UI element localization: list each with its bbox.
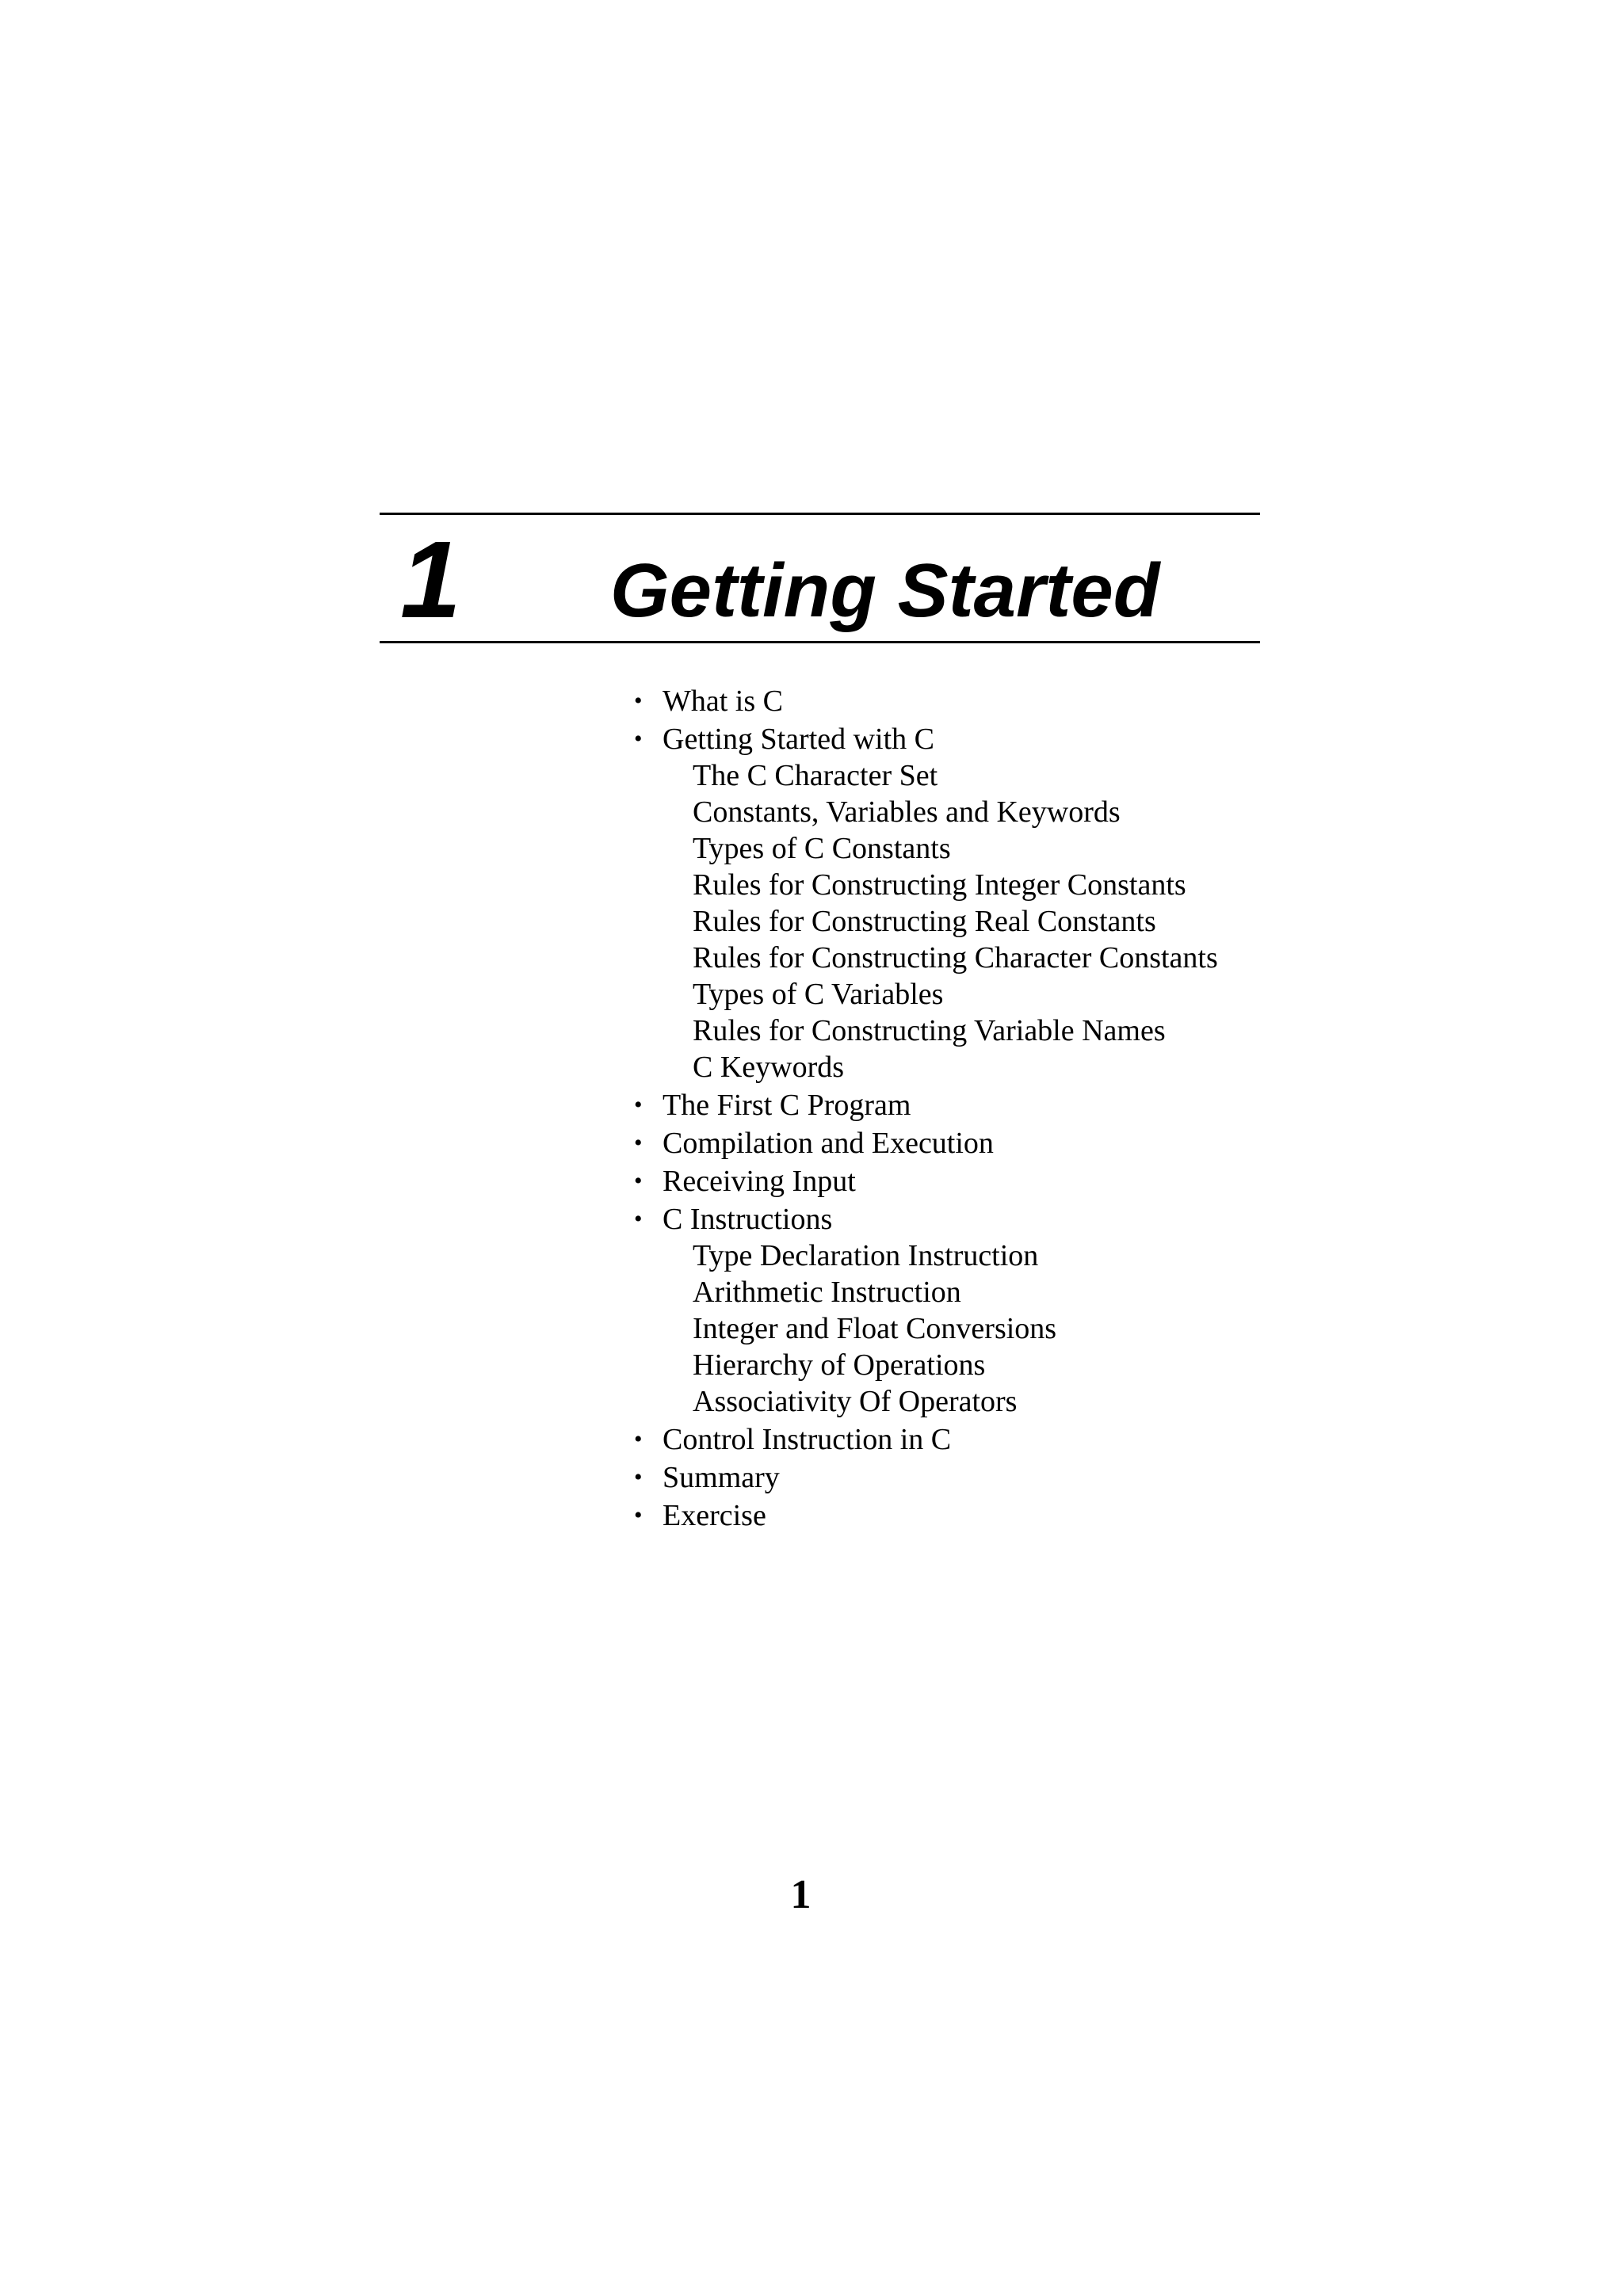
toc-item: [634, 1201, 1218, 1420]
header-rule-bottom: [380, 641, 1260, 643]
toc-subitem: Hierarchy of Operations: [693, 1348, 986, 1382]
toc-item-label: Receiving Input: [663, 1165, 856, 1198]
toc-item-label: Exercise: [663, 1499, 766, 1532]
toc-item-label: Control Instruction in C: [663, 1423, 952, 1456]
toc-subitem: Rules for Constructing Character Constants: [693, 941, 1218, 974]
toc-item: [634, 1421, 1218, 1458]
toc-item: [634, 1087, 1218, 1123]
toc-subitem: Constants, Variables and Keywords: [693, 795, 1121, 829]
toc-item: [634, 1497, 1218, 1534]
chapter-number: 1: [400, 519, 461, 641]
toc-item-label: C Instructions: [663, 1203, 833, 1236]
toc-subitem: Arithmetic Instruction: [693, 1276, 961, 1309]
bullet-icon: •: [634, 1092, 643, 1118]
bullet-icon: •: [634, 1130, 643, 1156]
bullet-icon: •: [634, 1464, 643, 1490]
toc-item: [634, 1459, 1218, 1496]
toc-sublist: [663, 1238, 1218, 1420]
chapter-title: Getting Started: [610, 548, 1160, 633]
toc-subitem: Rules for Constructing Integer Constants: [693, 868, 1186, 902]
toc-item-label: Summary: [663, 1461, 780, 1494]
toc-subitem: Types of C Constants: [693, 832, 951, 865]
toc-item: [634, 721, 1218, 1085]
toc-subitem: Rules for Constructing Real Constants: [693, 905, 1156, 938]
toc-item: [634, 1163, 1218, 1199]
bullet-icon: •: [634, 688, 643, 714]
toc-subitem: Associativity Of Operators: [693, 1385, 1018, 1418]
toc-item-label: What is C: [663, 685, 783, 718]
toc-item: [634, 683, 1218, 719]
toc-subitem: C Keywords: [693, 1051, 845, 1084]
toc-subitem: Integer and Float Conversions: [693, 1312, 1057, 1345]
bullet-icon: •: [634, 1206, 643, 1232]
bullet-icon: •: [634, 1426, 643, 1452]
bullet-icon: •: [634, 1168, 643, 1194]
bullet-icon: •: [634, 1502, 643, 1528]
toc-item-label: Getting Started with C: [663, 723, 935, 756]
toc-subitem: Types of C Variables: [693, 978, 944, 1011]
toc-subitem: The C Character Set: [693, 759, 938, 792]
chapter-contents-list: [634, 683, 1218, 1534]
toc-subitem: Rules for Constructing Variable Names: [693, 1014, 1166, 1047]
toc-subitem: Type Declaration Instruction: [693, 1239, 1039, 1272]
toc-sublist: [663, 757, 1218, 1085]
header-rule-top: [380, 513, 1260, 515]
toc-item-label: The First C Program: [663, 1089, 911, 1122]
toc-item: [634, 1125, 1218, 1161]
page-number: 1: [790, 1872, 812, 1917]
toc-item-label: Compilation and Execution: [663, 1127, 994, 1160]
bullet-icon: •: [634, 726, 643, 752]
